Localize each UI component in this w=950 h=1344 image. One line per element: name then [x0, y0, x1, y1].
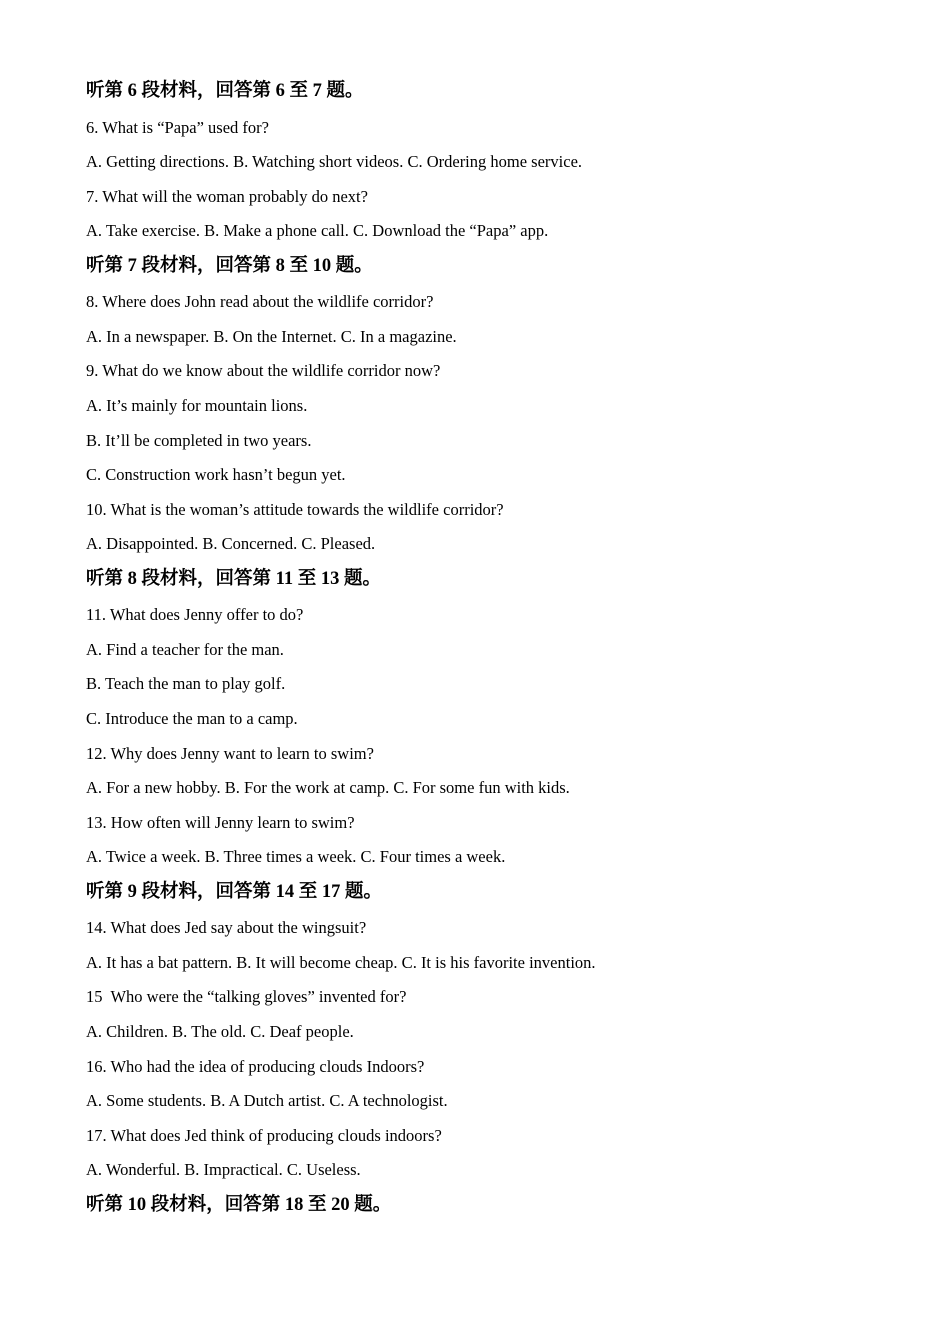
- answer-options: A. Children. B. The old. C. Deaf people.: [86, 1022, 354, 1041]
- section-heading: 听第 10 段材料，回答第 18 至 20 题。: [86, 1195, 392, 1215]
- answer-options: A. Take exercise. B. Make a phone call. C. Download the “Papa” app.: [86, 221, 549, 240]
- answer-option: B. It’ll be completed in two years.: [86, 431, 312, 450]
- answer-options: A. Disappointed. B. Concerned. C. Pleased.: [86, 534, 376, 553]
- section-heading: 听第 8 段材料，回答第 11 至 13 题。: [86, 569, 381, 589]
- question-text: 16. Who had the idea of producing clouds Indoors?: [86, 1057, 425, 1076]
- answer-option: C. Introduce the man to a camp.: [86, 709, 298, 728]
- answer-options: A. Getting directions. B. Watching short videos. C. Ordering home service.: [86, 152, 583, 171]
- question-text: 14. What does Jed say about the wingsuit?: [86, 918, 367, 937]
- answer-options: A. Wonderful. B. Impractical. C. Useless.: [86, 1160, 361, 1179]
- answer-options: A. For a new hobby. B. For the work at camp. C. For some fun with kids.: [86, 778, 570, 797]
- question-text: 15 Who were the “talking gloves” invented for?: [86, 987, 407, 1006]
- question-text: 9. What do we know about the wildlife corridor now?: [86, 361, 441, 380]
- question-text: 13. How often will Jenny learn to swim?: [86, 813, 355, 832]
- question-text: 7. What will the woman probably do next?: [86, 187, 368, 206]
- answer-option: C. Construction work hasn’t begun yet.: [86, 465, 346, 484]
- answer-options: A. In a newspaper. B. On the Internet. C. In a magazine.: [86, 327, 457, 346]
- section-heading: 听第 6 段材料，回答第 6 至 7 题。: [86, 81, 364, 101]
- answer-options: A. Some students. B. A Dutch artist. C. A technologist.: [86, 1091, 448, 1110]
- question-text: 8. Where does John read about the wildlife corridor?: [86, 292, 434, 311]
- answer-options: A. It has a bat pattern. B. It will become cheap. C. It is his favorite invention.: [86, 953, 596, 972]
- question-text: 6. What is “Papa” used for?: [86, 118, 269, 137]
- section-heading: 听第 9 段材料，回答第 14 至 17 题。: [86, 882, 383, 902]
- question-text: 12. Why does Jenny want to learn to swim?: [86, 744, 374, 763]
- section-heading: 听第 7 段材料，回答第 8 至 10 题。: [86, 256, 373, 276]
- answer-options: A. Twice a week. B. Three times a week. C. Four times a week.: [86, 847, 506, 866]
- answer-option: A. Find a teacher for the man.: [86, 640, 284, 659]
- answer-option: A. It’s mainly for mountain lions.: [86, 396, 308, 415]
- question-text: 10. What is the woman’s attitude towards the wildlife corridor?: [86, 500, 504, 519]
- answer-option: B. Teach the man to play golf.: [86, 674, 286, 693]
- question-text: 17. What does Jed think of producing clouds indoors?: [86, 1126, 442, 1145]
- question-text: 11. What does Jenny offer to do?: [86, 605, 304, 624]
